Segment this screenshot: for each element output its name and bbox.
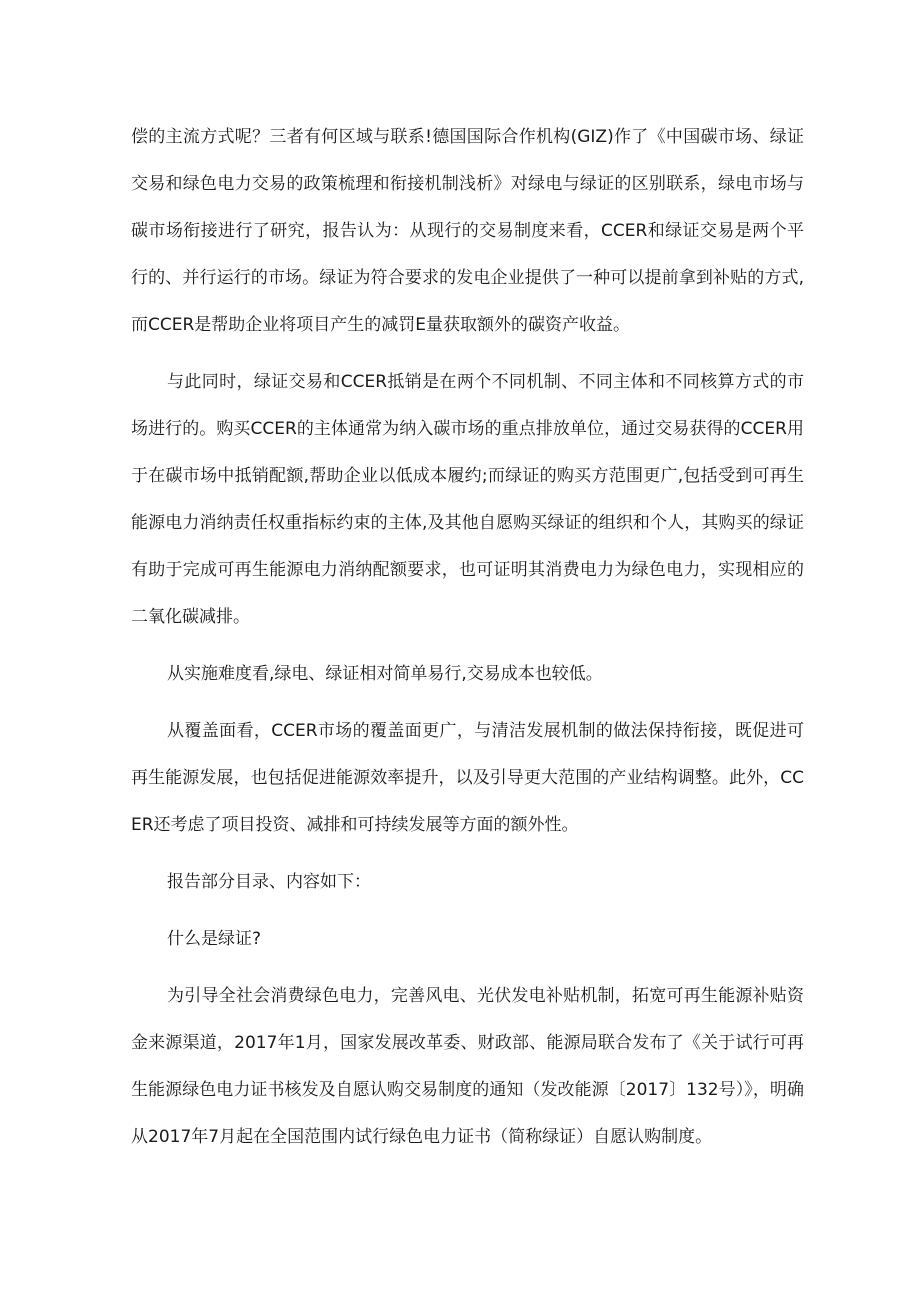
paragraph-5: 报告部分目录、内容如下： (167, 872, 371, 892)
paragraph-3: 从实施难度看,绿电、绿证相对简单易行,交易成本也较低。 (167, 664, 603, 684)
paragraph-1: 偿的主流方式呢？三者有何区域与联系!德国国际合作机构(GIZ)作了《中国碳市场、绿证交易和绿色电力交易的政策梳理和衔接机制浅析》对绿电与绿证的区别联系，绿电市场与碳市场衔接进行了研究，报告认为：从现行的交易制度来看，CCER和绿证交易是两个平行的、并行运行的市场。绿证为符合要求的发电企业提供了一种可以提前拿到补贴的方式,而CCER是帮助企业将项目产生的减罚E量获取额外的碳资产收益。 (131, 127, 804, 335)
paragraph-2: 与此同时，绿证交易和CCER抵销是在两个不同机制、不同主体和不同核算方式的市场进行的。购买CCER的主体通常为纳入碳市场的重点排放单位，通过交易获得的CCER用于在碳市场中抵销配额,帮助企业以低成本履约;而绿证的购买方范围更广,包括受到可再生能源电力消纳责任权重指标约束的主体,及其他自愿购买绿证的组织和个人，其购买的绿证有助于完成可再生能源电力消纳配额要求，也可证明其消费电力为绿色电力，实现相应的二氧化碳减排。 (131, 372, 804, 627)
section-heading-what-is-green-certificate: 什么是绿证? (167, 929, 262, 949)
document-body (131, 114, 804, 1171)
paragraph-4: 从覆盖面看，CCER市场的覆盖面更广，与清洁发展机制的做法保持衔接，既促进可再生能源发展，也包括促进能源效率提升，以及引导更大范围的产业结构调整。此外，CCER还考虑了项目投资、减排和可持续发展等方面的额外性。 (131, 721, 804, 835)
paragraph-7: 为引导全社会消费绿色电力，完善风电、光伏发电补贴机制，拓宽可再生能源补贴资金来源渠道，2017年1月，国家发展改革委、财政部、能源局联合发布了《关于试行可再生能源绿色电力证书核发及自愿认购交易制度的通知（发改能源〔2017〕132号）》，明确从2017年7月起在全国范围内试行绿色电力证书（简称绿证）自愿认购制度。 (131, 986, 804, 1147)
